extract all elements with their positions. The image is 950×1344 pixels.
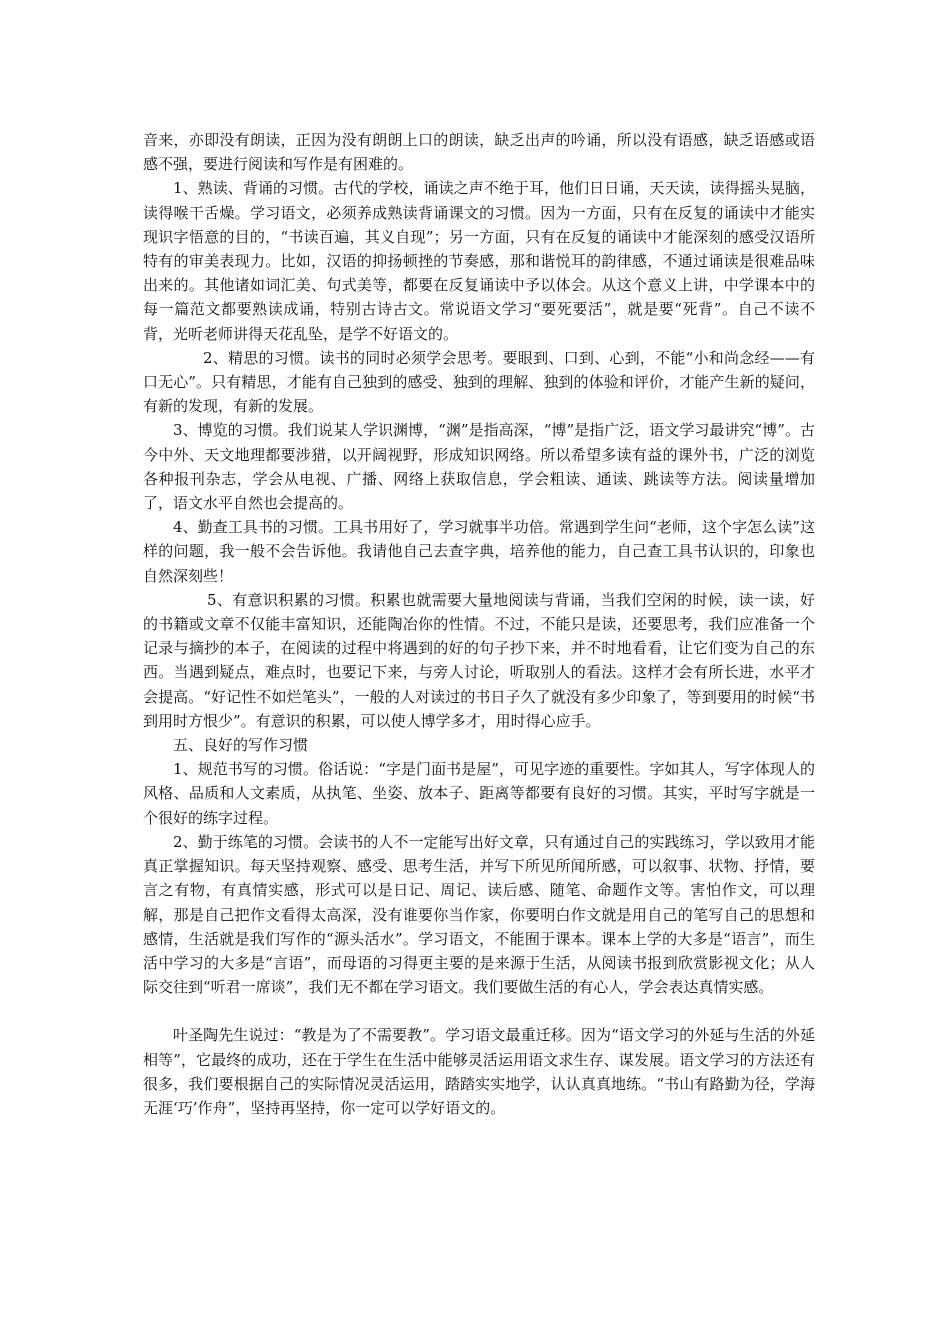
paragraph-habit-reference-books: 4、勤查工具书的习惯。工具书用好了，学习就事半功倍。常遇到学生问“老师，这个字怎么读”这样的问题，我一般不会告诉他。我请他自己去查字典，培养他的能力，自己查工具书认识的，印象也自然深刻些！ — [143, 518, 815, 585]
paragraph-habit-recitation: 1、熟读、背诵的习惯。古代的学校，诵读之声不绝于耳，他们日日诵，天天读，读得摇头晃脑，读得喉干舌燥。学习语文，必须养成熟读背诵课文的习惯。因为一方面，只有在反复的诵读中才能实现识字悟意的目的，“书读百遍，其义自现”；另一方面，只有在反复的诵读中才能深刻的感受汉语所特有的审美表现力。比如，汉语的抑扬顿挫的节奏感，那和谐悦耳的韵律感，不通过诵读是很难品味出来的。其他诸如词汇美、句式美等，都要在反复诵读中予以体会。从这个意义上讲，中学课本中的每一篇范文都要熟读成诵，特别古诗古文。常说语文学习“要死要活”，就是要“死背”。自己不读不背，光听老师讲得天花乱坠，是学不好语文的。 — [143, 179, 815, 343]
paragraph-conclusion: 叶圣陶先生说过：“教是为了不需要教”。学习语文最重迁移。因为“语文学习的外延与生活的外延相等”，它最终的成功，还在于学生在生活中能够灵活运用语文求生存、谋发展。语文学习的方法还有很多，我们要根据自己的实际情况灵活运用，踏踏实实地学，认认真真地练。“书山有路勤为径，学海无涯‘巧’作舟”，坚持再坚持，你一定可以学好语文的。 — [143, 1026, 815, 1117]
document-body — [143, 128, 815, 1120]
section-heading-writing-habits: 五、良好的写作习惯 — [173, 736, 309, 755]
paragraph-habit-writing-practice: 2、勤于练笔的习惯。会读书的人不一定能写出好文章，只有通过自己的实践练习，学以致用才能真正掌握知识。每天坚持观察、感受、思考生活，并写下所见所闻所感，可以叙事、状物、抒情，要言之有物，有真情实感，形式可以是日记、周记、读后感、随笔、命题作文等。害怕作文，可以理解，那是自己把作文看得太高深，没有谁要你当作家，你要明白作文就是用自己的笔写自己的思想和感情，生活就是我们写作的“源头活水”。学习语文，不能囿于课本。课本上学的大多是“语言”，而生活中学习的大多是“言语”，而母语的习得更主要的是来源于生活，从阅读书报到欣赏影视文化；从人际交往到“听君一席谈”，我们无不都在学习语文。我们要做生活的有心人，学会表达真情实感。 — [143, 832, 815, 997]
paragraph-habit-handwriting: 1、规范书写的习惯。俗话说：“字是门面书是屋”，可见字迹的重要性。字如其人，写字体现人的风格、品质和人文素质，从执笔、坐姿、放本子、距离等都要有良好的习惯。其实，平时写字就是一个很好的练字过程。 — [143, 760, 815, 827]
paragraph-spacer — [143, 999, 815, 1023]
paragraph-habit-thinking: 2、精思的习惯。读书的同时必须学会思考。要眼到、口到、心到，不能“小和尚念经——有口无心”。只有精思，才能有自己独到的感受、独到的理解、独到的体验和评价，才能产生新的疑问，有新的发现，有新的发展。 — [143, 348, 815, 416]
paragraph-habit-accumulation: 5、有意识积累的习惯。积累也就需要大量地阅读与背诵，当我们空闲的时候，读一读，好的书籍或文章不仅能丰富知识，还能陶冶你的性情。不过，不能只是读，还要思考，我们应准备一个记录与摘抄的本子，在阅读的过程中将遇到的好的句子抄下来，并不时地看看，让它们变为自己的东西。当遇到疑点，难点时，也要记下来，与旁人讨论，听取别人的看法。这样才会有所长进，水平才会提高。“好记性不如烂笔头”，一般的人对读过的书日子久了就没有多少印象了，等到要用的时候“书到用时方恨少”。有意识的积累，可以使人博学多才，用时得心应手。 — [143, 590, 815, 730]
paragraph-habit-wide-reading: 3、博览的习惯。我们说某人学识渊博，“渊”是指高深，“博”是指广泛，语文学习最讲究“博”。古今中外、天文地理都要涉猎，以开阔视野，形成知识网络。所以希望多读有益的课外书，广泛的浏览各种报刊杂志，学会从电视、广播、网络上获取信息，学会粗读、通读、跳读等方法。阅读量增加了，语文水平自然也会提高的。 — [143, 421, 815, 513]
paragraph-continuation: 音来，亦即没有朗读，正因为没有朗朗上口的朗读，缺乏出声的吟诵，所以没有语感，缺乏语感或语感不强，要进行阅读和写作是有困难的。 — [143, 131, 815, 174]
